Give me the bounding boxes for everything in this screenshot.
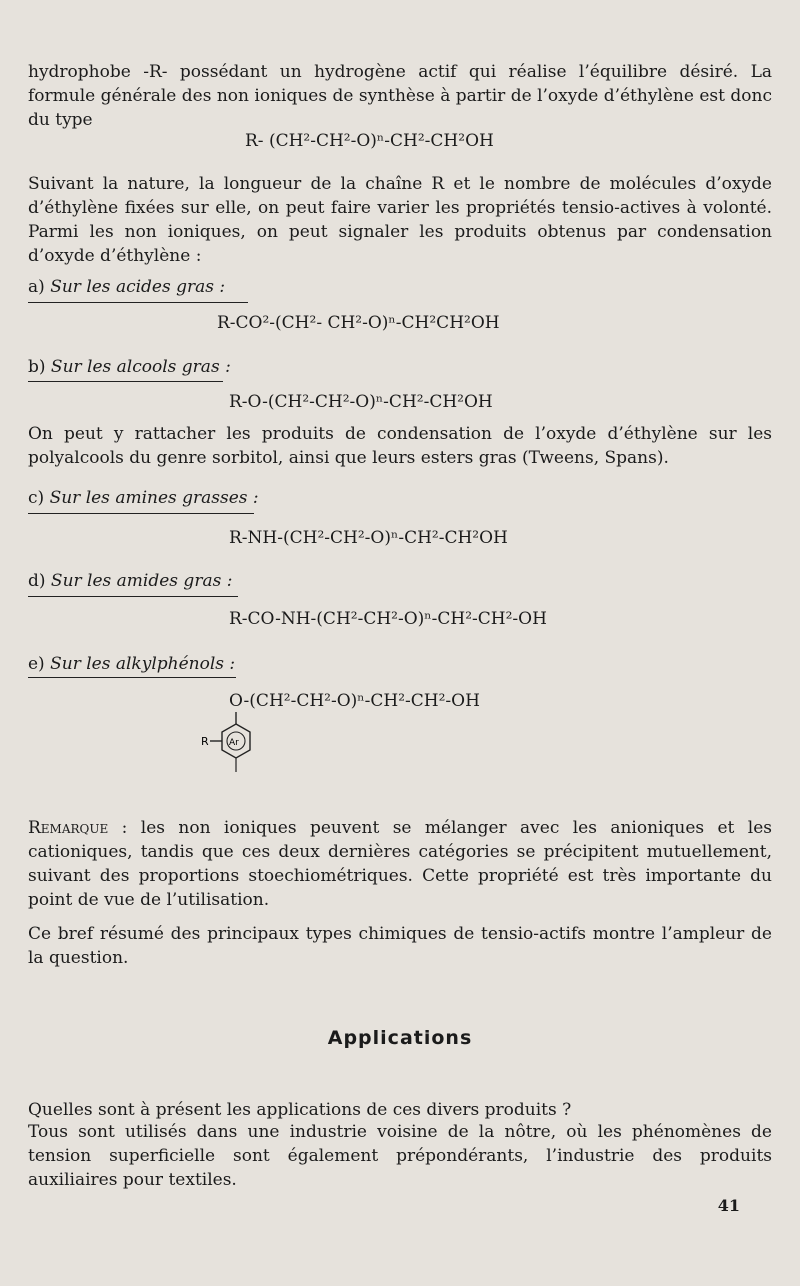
formula-acides-gras: R-CO²-(CH²- CH²-O)ⁿ-CH²CH²OH [217, 313, 500, 333]
item-b-title: Sur les alcools gras : [50, 357, 231, 377]
structure-label-ar: Ar [229, 738, 239, 748]
structure-label-r: R [201, 735, 209, 748]
remarque-label: Remarque [28, 818, 109, 838]
underline-c [28, 513, 254, 514]
item-c-letter: c) [28, 488, 45, 508]
paragraph-resume: Ce bref résumé des principaux types chimiques de tensio-actifs montre l’ampleur de la question. [28, 924, 772, 968]
paragraph-intro: hydrophobe -R- possédant un hydrogène actif qui réalise l’équilibre désiré. La formule générale des non ioniques de synthèse à partir de l’oxyde d’éthylène est donc du type [28, 62, 772, 130]
benzene-ring-structure [198, 712, 262, 776]
section-heading-applications: Applications [327, 1027, 473, 1049]
paragraph-remarque [28, 816, 772, 912]
item-b-letter: b) [28, 357, 46, 377]
underline-d [28, 596, 238, 597]
formula-general: R- (CH²-CH²-O)ⁿ-CH²-CH²OH [245, 131, 494, 151]
page-number: 41 [717, 1196, 740, 1215]
formula-amides-gras: R-CO-NH-(CH²-CH²-O)ⁿ-CH²-CH²-OH [229, 609, 547, 629]
item-a-label [28, 276, 225, 298]
item-e-title: Sur les alkylphénols : [50, 654, 236, 674]
item-d-label [28, 570, 232, 592]
paragraph-questions: Quelles sont à présent les applications de ces divers produits ? [28, 1100, 572, 1120]
paragraph-textiles: Tous sont utilisés dans une industrie voisine de la nôtre, où les phénomènes de tension superficielle sont également prépondérants, l’industrie des produits auxiliaires pour textiles. [28, 1122, 772, 1190]
item-a-title: Sur les acides gras : [50, 277, 226, 297]
underline-a [28, 302, 248, 303]
formula-amines-grasses: R-NH-(CH²-CH²-O)ⁿ-CH²-CH²OH [229, 528, 508, 548]
paragraph-sorbitol: On peut y rattacher les produits de condensation de l’oxyde d’éthylène sur les polyalcools du genre sorbitol, ainsi que leurs esters gras (Tweens, Spans). [28, 424, 772, 468]
paragraph-variation: Suivant la nature, la longueur de la chaîne R et le nombre de molécules d’oxyde d’éthylène fixées sur elle, on peut faire varier les propriétés tensio-actives à volonté. Parmi les non ioniques, on peut signaler les produits obtenus par condensation d’oxyde d’éthylène : [28, 174, 772, 266]
item-d-letter: d) [28, 571, 46, 591]
formula-alkylphenols: O-(CH²-CH²-O)ⁿ-CH²-CH²-OH [229, 691, 480, 711]
underline-b [28, 381, 223, 382]
item-d-title: Sur les amides gras : [50, 571, 233, 591]
item-b-label [28, 356, 231, 378]
formula-alcools-gras: R-O-(CH²-CH²-O)ⁿ-CH²-CH²OH [229, 392, 493, 412]
item-e-letter: e) [28, 654, 45, 674]
item-a-letter: a) [28, 277, 45, 297]
item-c-label [28, 487, 259, 509]
item-c-title: Sur les amines grasses : [49, 488, 259, 508]
remarque-text: : les non ioniques peuvent se mélanger avec les anioniques et les cationiques, tandis que ces deux dernières catégories se précipitent mutuellement, suivant des proportions stoechiométriques. Cette propriété est très importante du point de vue de l’utilisation. [28, 818, 772, 910]
item-e-label [28, 653, 235, 675]
underline-e [28, 677, 236, 678]
